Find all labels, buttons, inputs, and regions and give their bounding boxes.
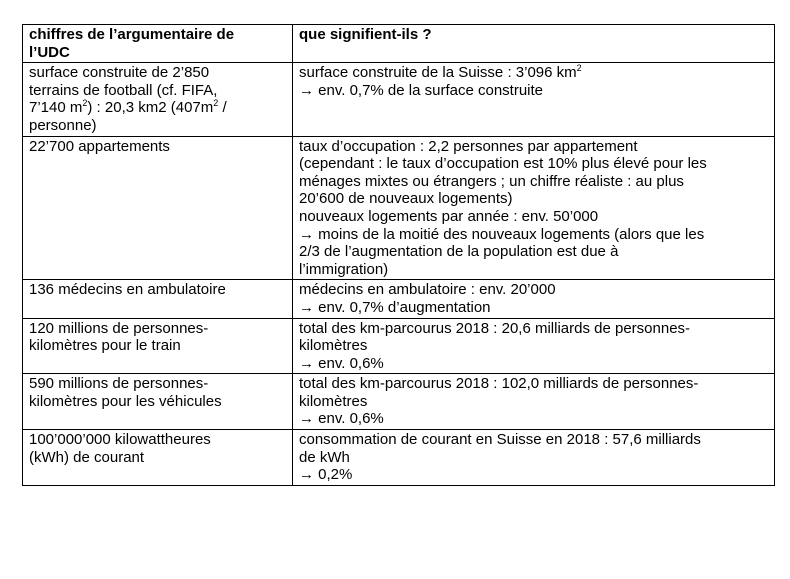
cell-line: (cependant : le taux d’occupation est 10% plus élevé pour les — [299, 155, 707, 173]
cell-udc-figure — [23, 318, 293, 374]
table-row — [23, 136, 775, 280]
cell-line: total des km-parcourus 2018 : 102,0 milliards de personnes- — [299, 375, 699, 393]
text-fragment: / — [218, 99, 227, 117]
cell-line: (kWh) de courant — [29, 448, 145, 466]
header-line: chiffres de l’argumentaire de — [29, 26, 235, 43]
header-udc-figures — [23, 25, 293, 63]
cell-line: total des km-parcourus 2018 : 20,6 milliards de personnes- — [299, 319, 691, 337]
cell-line: → env. 0,6% — [299, 410, 384, 428]
cell-line: kilomètres pour les véhicules — [29, 392, 222, 410]
cell-meaning — [293, 136, 775, 280]
cell-line: → env. 0,6% — [299, 354, 384, 372]
header-line: l’UDC — [29, 43, 70, 61]
cell-meaning — [293, 280, 775, 318]
udc-figures-table — [22, 24, 775, 486]
header-meaning — [293, 25, 775, 63]
cell-line: personne) — [29, 116, 97, 134]
cell-meaning — [293, 318, 775, 374]
cell-line: → moins de la moitié des nouveaux logements (alors que les — [299, 225, 705, 243]
cell-udc-figure — [23, 280, 293, 318]
text-fragment: ) : 20,3 km2 (407m — [87, 99, 214, 117]
cell-line: → 0,2% — [299, 466, 353, 484]
table-row — [23, 63, 775, 136]
cell-line: taux d’occupation : 2,2 personnes par appartement — [299, 137, 638, 155]
cell-udc-figure — [23, 63, 293, 136]
cell-line: → env. 0,7% de la surface construite — [299, 81, 544, 99]
cell-line: de kWh — [299, 448, 350, 466]
header-line: que signifient-ils ? — [299, 26, 432, 43]
cell-line: 136 médecins en ambulatoire — [29, 281, 226, 299]
table-header-row — [23, 25, 775, 63]
cell-meaning — [293, 63, 775, 136]
cell-line: 20’600 de nouveaux logements) — [299, 190, 513, 208]
cell-line: nouveaux logements par année : env. 50’000 — [299, 207, 599, 225]
superscript: 2 — [82, 98, 88, 109]
cell-udc-figure — [23, 374, 293, 430]
cell-line: terrains de football (cf. FIFA, — [29, 81, 218, 99]
table-row — [23, 280, 775, 318]
cell-line: consommation de courant en Suisse en 2018 : 57,6 milliards — [299, 431, 701, 449]
cell-line: 100’000’000 kilowattheures — [29, 431, 211, 449]
cell-line: kilomètres pour le train — [29, 337, 181, 355]
cell-line: kilomètres — [299, 337, 368, 355]
superscript: 2 — [213, 98, 219, 109]
cell-line — [29, 99, 286, 117]
cell-line: kilomètres — [299, 392, 368, 410]
cell-line — [299, 64, 768, 82]
table-row — [23, 430, 775, 486]
table-row — [23, 318, 775, 374]
superscript: 2 — [576, 63, 582, 74]
text-fragment: surface construite de la Suisse : 3’096 km — [299, 64, 577, 82]
cell-line: → env. 0,7% d’augmentation — [299, 298, 491, 316]
cell-meaning — [293, 430, 775, 486]
cell-line: 120 millions de personnes- — [29, 319, 209, 337]
table-row — [23, 374, 775, 430]
cell-line: ménages mixtes ou étrangers ; un chiffre réaliste : au plus — [299, 172, 684, 190]
cell-line: 2/3 de l’augmentation de la population est due à — [299, 243, 619, 261]
cell-udc-figure — [23, 430, 293, 486]
cell-line: médecins en ambulatoire : env. 20’000 — [299, 281, 556, 299]
cell-line: 590 millions de personnes- — [29, 375, 209, 393]
text-fragment: 7’140 m — [29, 99, 83, 117]
cell-line: surface construite de 2’850 — [29, 64, 210, 82]
cell-meaning — [293, 374, 775, 430]
cell-line: l’immigration) — [299, 260, 389, 278]
cell-udc-figure — [23, 136, 293, 280]
cell-line: 22’700 appartements — [29, 137, 170, 155]
